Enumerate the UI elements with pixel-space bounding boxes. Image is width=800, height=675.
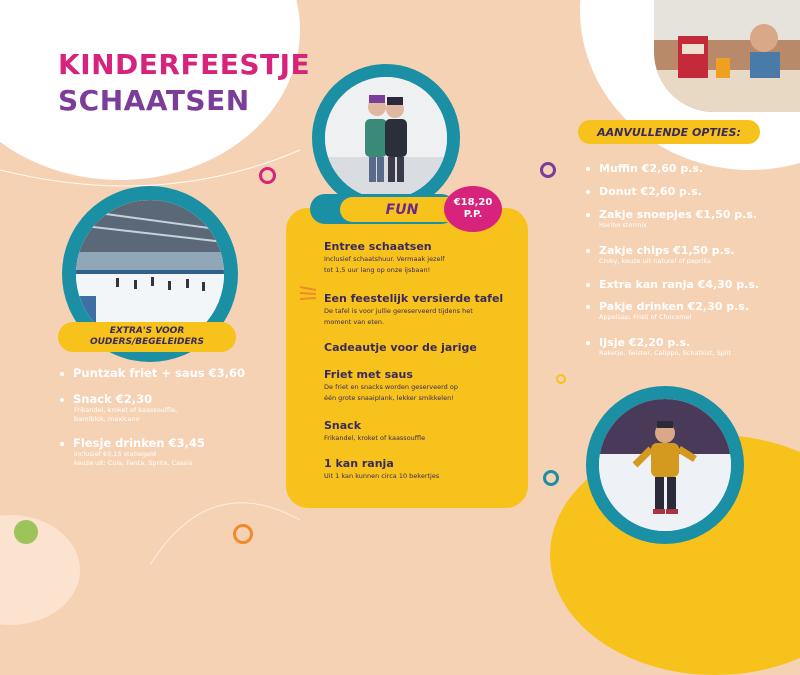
list-item — [60, 366, 245, 380]
item-description: Croky, keuze uit naturel of paprika — [599, 257, 712, 265]
bullet-icon — [586, 249, 590, 253]
price-value: €18,20 — [453, 197, 493, 208]
item-description: Frikandel, kroket of kaassouffle — [324, 434, 426, 442]
item-name: Snack — [324, 419, 362, 432]
list-item — [324, 292, 514, 326]
party-photo — [654, 0, 800, 112]
accent-strokes-icon — [298, 284, 320, 302]
list-item — [324, 341, 514, 354]
item-description: Haribo stormix — [599, 221, 647, 229]
item-name: IJsje €2,20 p.s. — [599, 336, 691, 349]
dot-decoration — [14, 520, 38, 544]
extras-header-line1: EXTRA'S VOOR — [109, 326, 185, 336]
item-description: bamiblok, mexicano — [74, 415, 140, 423]
item-name: Cadeautje voor de jarige — [324, 341, 477, 354]
price-badge — [444, 186, 502, 232]
bullet-icon — [586, 213, 590, 217]
list-item — [586, 162, 796, 175]
item-description: Raketje, Twister, Calippo, Schatkist, Split — [599, 349, 732, 357]
ring-decoration — [259, 167, 276, 184]
photo-ring — [312, 64, 460, 212]
item-name: Entree schaatsen — [324, 240, 432, 253]
item-name: 1 kan ranja — [324, 457, 394, 470]
list-item — [60, 392, 177, 424]
extras-header — [58, 322, 236, 352]
bullet-icon — [586, 341, 590, 345]
item-description: Uit 1 kan kunnen circa 10 bekertjes — [324, 472, 440, 480]
bullet-icon — [60, 398, 64, 402]
bullet-icon — [586, 190, 590, 194]
skater-photo — [599, 399, 731, 531]
list-item — [324, 457, 514, 481]
list-item — [586, 208, 796, 230]
item-description: tot 1,5 uur lang op onze ijsbaan! — [324, 265, 431, 274]
options-header: AANVULLENDE OPTIES: — [578, 120, 760, 144]
list-item — [586, 336, 796, 358]
item-name: Een feestelijk versierde tafel — [324, 292, 504, 305]
item-description: De friet en snacks worden geserveerd op — [324, 383, 458, 391]
page-title-line1: KINDERFEESTJE — [58, 48, 311, 81]
item-description: De tafel is voor jullie gereserveerd tijdens het — [324, 307, 473, 315]
item-name: Flesje drinken €3,45 — [73, 436, 205, 450]
item-description: keuze uit: Cola, Fanta, Sprite, Cassis — [74, 459, 193, 467]
list-item — [586, 300, 796, 322]
item-name: Zakje chips €1,50 p.s. — [599, 244, 735, 257]
list-item — [586, 244, 796, 266]
ring-decoration — [543, 470, 559, 486]
item-name: Muffin €2,60 p.s. — [599, 162, 704, 175]
item-description: één grote snaaiplank, lekker smikkelen! — [324, 393, 454, 402]
item-name: Puntzak friet + saus €3,60 — [73, 366, 245, 380]
page-title-line2: SCHAATSEN — [58, 84, 250, 117]
list-item — [586, 278, 796, 291]
bullet-icon — [586, 167, 590, 171]
item-description: Inclusief schaatshuur. Vermaak jezelf — [324, 255, 445, 263]
item-description: inclusief €0,15 statiegeld — [74, 450, 156, 458]
bullet-icon — [60, 442, 64, 446]
item-name: Donut €2,60 p.s. — [599, 185, 702, 198]
fun-label: FUN — [340, 197, 464, 222]
ring-decoration — [540, 162, 556, 178]
list-item — [60, 436, 205, 468]
item-name: Pakje drinken €2,30 p.s. — [599, 300, 750, 313]
item-name: Zakje snoepjes €1,50 p.s. — [599, 208, 758, 221]
ring-decoration — [233, 524, 253, 544]
list-item — [324, 240, 514, 274]
extras-header-line2: OUDERS/BEGELEIDERS — [89, 337, 205, 347]
ring-decoration — [556, 374, 566, 384]
item-name: Extra kan ranja €4,30 p.s. — [599, 278, 760, 291]
list-item — [324, 419, 514, 443]
item-description: Appelsap, Fristi of Chocomel — [599, 313, 692, 321]
item-name: Snack €2,30 — [73, 392, 153, 406]
bullet-icon — [586, 283, 590, 287]
bullet-icon — [586, 305, 590, 309]
list-item — [324, 368, 514, 402]
item-description: Frikandel, kroket of kaassouffle, — [74, 406, 178, 414]
bullet-icon — [60, 372, 64, 376]
list-item — [586, 185, 796, 198]
kids-photo — [325, 77, 447, 199]
photo-ring — [586, 386, 744, 544]
item-description: moment van eten. — [324, 317, 385, 326]
price-unit: P.P. — [463, 209, 483, 220]
item-name: Friet met saus — [324, 368, 413, 381]
